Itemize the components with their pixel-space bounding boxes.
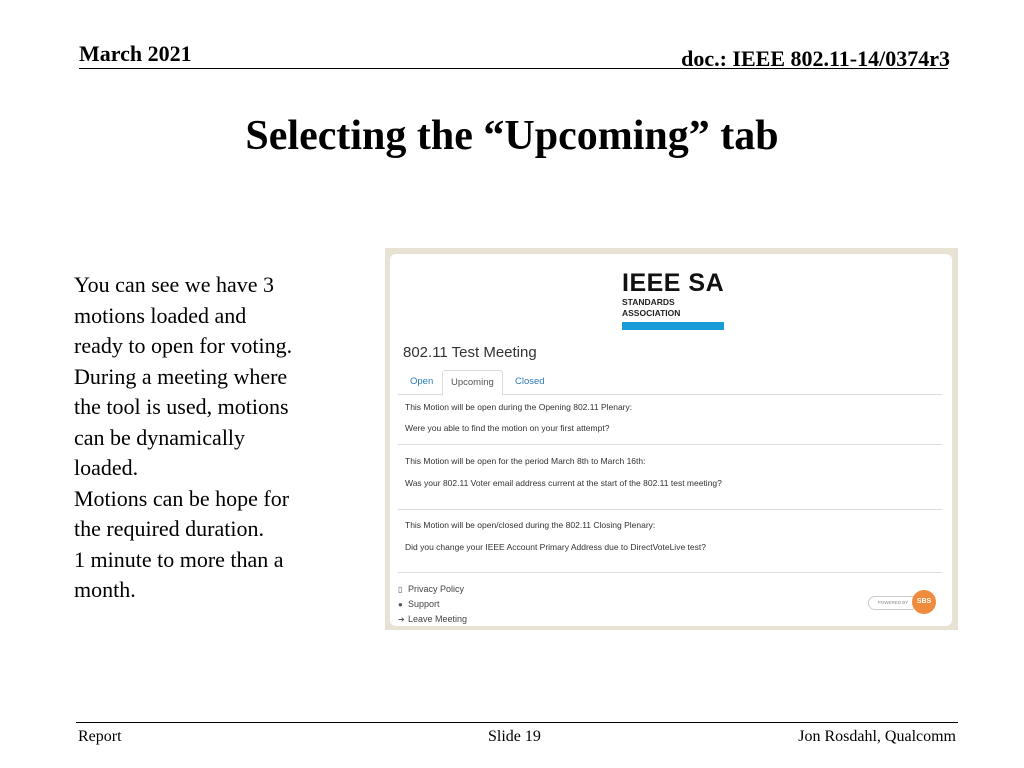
motion-window: This Motion will be open during the Opening 802.11 Plenary:: [405, 402, 633, 412]
motion-window: This Motion will be open/closed during the 802.11 Closing Plenary:: [405, 520, 656, 530]
body-text: [74, 270, 344, 606]
tab-closed[interactable]: Closed: [515, 376, 545, 387]
tab-bar: [398, 370, 942, 395]
info-icon: ●: [398, 600, 403, 609]
slide-title: Selecting the “Upcoming” tab: [245, 113, 779, 159]
motion-item[interactable]: [398, 510, 942, 573]
logo-main-text: IEEE SA: [622, 269, 725, 297]
slide-number: Slide 19: [488, 728, 541, 745]
motion-question: Was your 802.11 Voter email address current at the start of the 802.11 test meeting?: [405, 478, 722, 488]
privacy-policy-link[interactable]: [398, 582, 467, 597]
motion-window: This Motion will be open for the period March 8th to March 16th:: [405, 456, 646, 466]
motion-item[interactable]: [398, 445, 942, 510]
logo-sub-text: STANDARDS: [622, 297, 675, 307]
body-line: ready to open for voting.: [74, 333, 293, 358]
tab-upcoming[interactable]: Upcoming: [442, 370, 503, 396]
footer-left: Report: [78, 728, 122, 745]
logo-sub-text: ASSOCIATION: [622, 308, 681, 318]
support-link[interactable]: [398, 597, 467, 612]
body-line: loaded.: [74, 455, 139, 480]
motion-question: Were you able to find the motion on your first attempt?: [405, 423, 610, 433]
footer-rule: [76, 722, 958, 723]
body-line: 1 minute to more than a: [74, 546, 284, 572]
support-label: Support: [408, 599, 440, 609]
sbs-logo: SBS: [912, 590, 936, 614]
leave-meeting-label: Leave Meeting: [408, 614, 468, 624]
body-line: During a meeting where: [74, 363, 288, 389]
exit-icon: ➔: [398, 615, 405, 624]
header-doc-id: doc.: IEEE 802.11-14/0374r3: [681, 46, 950, 71]
body-line: You can see we have 3: [74, 272, 274, 297]
leave-meeting-link[interactable]: [398, 612, 467, 626]
header-rule: [79, 68, 948, 69]
motion-item[interactable]: [398, 394, 942, 445]
body-line: Motions can be hope for: [74, 485, 290, 511]
voting-app-window: [390, 254, 952, 626]
body-line: month.: [74, 577, 136, 602]
motion-question: Did you change your IEEE Account Primary Address due to DirectVoteLive test?: [405, 542, 706, 552]
meeting-title: 802.11 Test Meeting: [403, 344, 537, 361]
body-line: the required duration.: [74, 516, 264, 541]
logo-bar: [622, 322, 724, 330]
footer-author: Jon Rosdahl, Qualcomm: [798, 728, 956, 745]
sbs-badge: [868, 590, 940, 616]
header-date: March 2021: [79, 41, 192, 66]
tab-open[interactable]: Open: [410, 376, 434, 387]
document-icon: ▯: [398, 585, 403, 594]
body-line: can be dynamically: [74, 424, 246, 450]
body-line: motions loaded and: [74, 302, 247, 328]
footer-links: [398, 582, 467, 626]
body-line: the tool is used, motions: [74, 394, 289, 419]
ieee-sa-logo: [622, 270, 732, 330]
privacy-policy-label: Privacy Policy: [408, 584, 465, 594]
powered-by-text: POWERED BY: [868, 596, 918, 610]
embedded-screenshot: [385, 248, 958, 630]
